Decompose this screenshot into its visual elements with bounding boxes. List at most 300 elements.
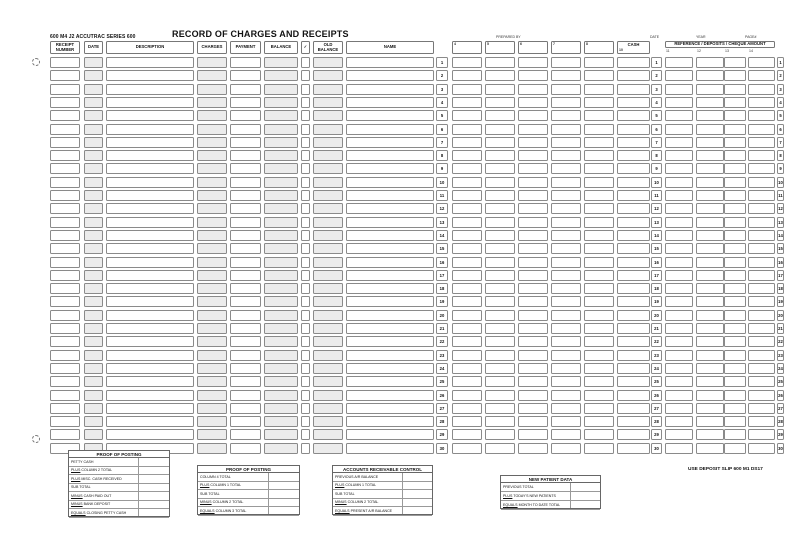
cell-receipt[interactable]: [50, 190, 80, 201]
cell-r12[interactable]: [696, 363, 724, 374]
cell-c6[interactable]: [518, 163, 548, 174]
cell-balance[interactable]: [264, 296, 298, 307]
cell-c8[interactable]: [584, 336, 614, 347]
cell-description[interactable]: [106, 376, 194, 387]
cell-old_balance[interactable]: [313, 376, 343, 387]
cell-c7[interactable]: [551, 296, 581, 307]
cell-date[interactable]: [84, 124, 103, 135]
cell-date[interactable]: [84, 403, 103, 414]
cell-r11[interactable]: [665, 177, 693, 188]
cell-date[interactable]: [84, 270, 103, 281]
cell-r12[interactable]: [696, 323, 724, 334]
cell-date[interactable]: [84, 217, 103, 228]
cell-c6[interactable]: [518, 283, 548, 294]
cell-cash[interactable]: [617, 243, 650, 254]
cell-check[interactable]: [301, 203, 310, 214]
cell-balance[interactable]: [264, 97, 298, 108]
cell-r13[interactable]: [724, 84, 746, 95]
cell-cash[interactable]: [617, 163, 650, 174]
cell-receipt[interactable]: [50, 70, 80, 81]
cell-r11[interactable]: [665, 190, 693, 201]
cell-description[interactable]: [106, 110, 194, 121]
cell-r14[interactable]: [748, 190, 775, 201]
cell-payment[interactable]: [230, 310, 261, 321]
cell-name[interactable]: [346, 124, 434, 135]
cell-r12[interactable]: [696, 70, 724, 81]
cell-payment[interactable]: [230, 376, 261, 387]
cell-c7[interactable]: [551, 137, 581, 148]
cell-c6[interactable]: [518, 217, 548, 228]
cell-r12[interactable]: [696, 110, 724, 121]
cell-cash[interactable]: [617, 443, 650, 454]
cell-charges[interactable]: [197, 203, 227, 214]
cell-r12[interactable]: [696, 163, 724, 174]
cell-cash[interactable]: [617, 190, 650, 201]
cell-check[interactable]: [301, 57, 310, 68]
cell-receipt[interactable]: [50, 403, 80, 414]
cell-c6[interactable]: [518, 416, 548, 427]
cell-c8[interactable]: [584, 84, 614, 95]
cell-date[interactable]: [84, 283, 103, 294]
cell-old_balance[interactable]: [313, 243, 343, 254]
cell-c4[interactable]: [452, 97, 482, 108]
cell-old_balance[interactable]: [313, 310, 343, 321]
cell-c4[interactable]: [452, 163, 482, 174]
cell-cash[interactable]: [617, 257, 650, 268]
cell-description[interactable]: [106, 124, 194, 135]
cell-name[interactable]: [346, 429, 434, 440]
cell-old_balance[interactable]: [313, 443, 343, 454]
cell-receipt[interactable]: [50, 57, 80, 68]
cell-balance[interactable]: [264, 323, 298, 334]
cell-balance[interactable]: [264, 257, 298, 268]
cell-payment[interactable]: [230, 390, 261, 401]
cell-r14[interactable]: [748, 230, 775, 241]
cell-c5[interactable]: [485, 323, 515, 334]
cell-r11[interactable]: [665, 323, 693, 334]
cell-r11[interactable]: [665, 363, 693, 374]
cell-c5[interactable]: [485, 217, 515, 228]
cell-r13[interactable]: [724, 323, 746, 334]
cell-c5[interactable]: [485, 163, 515, 174]
cell-payment[interactable]: [230, 150, 261, 161]
cell-charges[interactable]: [197, 57, 227, 68]
cell-r13[interactable]: [724, 57, 746, 68]
cell-balance[interactable]: [264, 84, 298, 95]
cell-r14[interactable]: [748, 257, 775, 268]
cell-check[interactable]: [301, 137, 310, 148]
cell-charges[interactable]: [197, 124, 227, 135]
cell-charges[interactable]: [197, 257, 227, 268]
cell-c6[interactable]: [518, 243, 548, 254]
cell-date[interactable]: [84, 416, 103, 427]
cell-receipt[interactable]: [50, 137, 80, 148]
cell-check[interactable]: [301, 283, 310, 294]
cell-old_balance[interactable]: [313, 230, 343, 241]
cell-c7[interactable]: [551, 243, 581, 254]
cell-c4[interactable]: [452, 190, 482, 201]
cell-c8[interactable]: [584, 124, 614, 135]
cell-r11[interactable]: [665, 84, 693, 95]
cell-receipt[interactable]: [50, 243, 80, 254]
cell-r11[interactable]: [665, 310, 693, 321]
cell-receipt[interactable]: [50, 310, 80, 321]
cell-r13[interactable]: [724, 310, 746, 321]
cell-r13[interactable]: [724, 363, 746, 374]
cell-date[interactable]: [84, 429, 103, 440]
cell-c8[interactable]: [584, 296, 614, 307]
cell-c7[interactable]: [551, 416, 581, 427]
cell-receipt[interactable]: [50, 150, 80, 161]
cell-description[interactable]: [106, 163, 194, 174]
cell-c8[interactable]: [584, 97, 614, 108]
cell-charges[interactable]: [197, 190, 227, 201]
cell-r11[interactable]: [665, 124, 693, 135]
cell-c5[interactable]: [485, 230, 515, 241]
cell-r13[interactable]: [724, 390, 746, 401]
cell-name[interactable]: [346, 443, 434, 454]
cell-payment[interactable]: [230, 110, 261, 121]
cell-charges[interactable]: [197, 230, 227, 241]
cell-check[interactable]: [301, 150, 310, 161]
cell-c8[interactable]: [584, 217, 614, 228]
cell-c8[interactable]: [584, 110, 614, 121]
cell-charges[interactable]: [197, 217, 227, 228]
cell-r12[interactable]: [696, 217, 724, 228]
cell-c6[interactable]: [518, 177, 548, 188]
cell-c8[interactable]: [584, 270, 614, 281]
cell-c8[interactable]: [584, 350, 614, 361]
cell-r13[interactable]: [724, 203, 746, 214]
cell-c5[interactable]: [485, 283, 515, 294]
cell-c8[interactable]: [584, 57, 614, 68]
cell-charges[interactable]: [197, 363, 227, 374]
cell-date[interactable]: [84, 137, 103, 148]
cell-c8[interactable]: [584, 177, 614, 188]
cell-c4[interactable]: [452, 70, 482, 81]
cell-check[interactable]: [301, 217, 310, 228]
cell-c6[interactable]: [518, 336, 548, 347]
cell-r13[interactable]: [724, 416, 746, 427]
cell-balance[interactable]: [264, 150, 298, 161]
cell-name[interactable]: [346, 257, 434, 268]
cell-c8[interactable]: [584, 363, 614, 374]
cell-r13[interactable]: [724, 97, 746, 108]
cell-charges[interactable]: [197, 150, 227, 161]
cell-r14[interactable]: [748, 443, 775, 454]
cell-receipt[interactable]: [50, 283, 80, 294]
cell-c5[interactable]: [485, 243, 515, 254]
cell-cash[interactable]: [617, 336, 650, 347]
cell-c7[interactable]: [551, 150, 581, 161]
cell-check[interactable]: [301, 350, 310, 361]
cell-c7[interactable]: [551, 376, 581, 387]
cell-r12[interactable]: [696, 350, 724, 361]
cell-r11[interactable]: [665, 390, 693, 401]
cell-r12[interactable]: [696, 443, 724, 454]
cell-date[interactable]: [84, 190, 103, 201]
cell-c5[interactable]: [485, 390, 515, 401]
cell-r11[interactable]: [665, 137, 693, 148]
cell-name[interactable]: [346, 310, 434, 321]
cell-c7[interactable]: [551, 97, 581, 108]
cell-old_balance[interactable]: [313, 150, 343, 161]
cell-c4[interactable]: [452, 110, 482, 121]
cell-r14[interactable]: [748, 270, 775, 281]
cell-c7[interactable]: [551, 390, 581, 401]
cell-r14[interactable]: [748, 310, 775, 321]
cell-charges[interactable]: [197, 137, 227, 148]
cell-old_balance[interactable]: [313, 57, 343, 68]
cell-description[interactable]: [106, 429, 194, 440]
cell-c4[interactable]: [452, 403, 482, 414]
cell-receipt[interactable]: [50, 336, 80, 347]
cell-r11[interactable]: [665, 97, 693, 108]
cell-name[interactable]: [346, 243, 434, 254]
cell-old_balance[interactable]: [313, 363, 343, 374]
cell-charges[interactable]: [197, 97, 227, 108]
cell-balance[interactable]: [264, 350, 298, 361]
cell-r11[interactable]: [665, 70, 693, 81]
cell-check[interactable]: [301, 336, 310, 347]
cell-balance[interactable]: [264, 376, 298, 387]
cell-r13[interactable]: [724, 443, 746, 454]
cell-c5[interactable]: [485, 403, 515, 414]
cell-c7[interactable]: [551, 323, 581, 334]
cell-balance[interactable]: [264, 217, 298, 228]
cell-name[interactable]: [346, 203, 434, 214]
cell-r11[interactable]: [665, 429, 693, 440]
cell-r11[interactable]: [665, 203, 693, 214]
cell-r14[interactable]: [748, 283, 775, 294]
cell-receipt[interactable]: [50, 97, 80, 108]
cell-r13[interactable]: [724, 350, 746, 361]
cell-c7[interactable]: [551, 403, 581, 414]
cell-check[interactable]: [301, 257, 310, 268]
cell-cash[interactable]: [617, 110, 650, 121]
cell-c4[interactable]: [452, 124, 482, 135]
cell-charges[interactable]: [197, 283, 227, 294]
cell-c8[interactable]: [584, 150, 614, 161]
cell-r13[interactable]: [724, 150, 746, 161]
cell-r11[interactable]: [665, 283, 693, 294]
cell-name[interactable]: [346, 217, 434, 228]
cell-r13[interactable]: [724, 110, 746, 121]
cell-r12[interactable]: [696, 270, 724, 281]
cell-r11[interactable]: [665, 150, 693, 161]
cell-c4[interactable]: [452, 257, 482, 268]
cell-date[interactable]: [84, 70, 103, 81]
cell-charges[interactable]: [197, 443, 227, 454]
cell-payment[interactable]: [230, 403, 261, 414]
cell-check[interactable]: [301, 177, 310, 188]
cell-charges[interactable]: [197, 323, 227, 334]
cell-r11[interactable]: [665, 110, 693, 121]
cell-payment[interactable]: [230, 296, 261, 307]
cell-c5[interactable]: [485, 443, 515, 454]
cell-description[interactable]: [106, 97, 194, 108]
cell-description[interactable]: [106, 403, 194, 414]
cell-r12[interactable]: [696, 416, 724, 427]
cell-old_balance[interactable]: [313, 177, 343, 188]
cell-description[interactable]: [106, 363, 194, 374]
cell-description[interactable]: [106, 336, 194, 347]
cell-cash[interactable]: [617, 84, 650, 95]
cell-c5[interactable]: [485, 84, 515, 95]
cell-c6[interactable]: [518, 429, 548, 440]
cell-balance[interactable]: [264, 177, 298, 188]
cell-r12[interactable]: [696, 177, 724, 188]
cell-balance[interactable]: [264, 416, 298, 427]
cell-payment[interactable]: [230, 283, 261, 294]
cell-r13[interactable]: [724, 230, 746, 241]
cell-c8[interactable]: [584, 443, 614, 454]
cell-payment[interactable]: [230, 416, 261, 427]
cell-name[interactable]: [346, 57, 434, 68]
cell-r14[interactable]: [748, 416, 775, 427]
cell-name[interactable]: [346, 390, 434, 401]
cell-c7[interactable]: [551, 217, 581, 228]
cell-charges[interactable]: [197, 350, 227, 361]
cell-description[interactable]: [106, 70, 194, 81]
cell-charges[interactable]: [197, 163, 227, 174]
cell-payment[interactable]: [230, 203, 261, 214]
cell-r11[interactable]: [665, 403, 693, 414]
cell-name[interactable]: [346, 403, 434, 414]
cell-r13[interactable]: [724, 403, 746, 414]
cell-c7[interactable]: [551, 124, 581, 135]
cell-description[interactable]: [106, 283, 194, 294]
cell-check[interactable]: [301, 124, 310, 135]
cell-c6[interactable]: [518, 97, 548, 108]
cell-c5[interactable]: [485, 270, 515, 281]
cell-r13[interactable]: [724, 124, 746, 135]
cell-date[interactable]: [84, 390, 103, 401]
cell-r12[interactable]: [696, 137, 724, 148]
cell-r14[interactable]: [748, 243, 775, 254]
cell-date[interactable]: [84, 177, 103, 188]
cell-r13[interactable]: [724, 163, 746, 174]
cell-c5[interactable]: [485, 429, 515, 440]
cell-r12[interactable]: [696, 57, 724, 68]
cell-check[interactable]: [301, 310, 310, 321]
cell-description[interactable]: [106, 57, 194, 68]
cell-c4[interactable]: [452, 363, 482, 374]
cell-c5[interactable]: [485, 203, 515, 214]
cell-r14[interactable]: [748, 203, 775, 214]
cell-receipt[interactable]: [50, 296, 80, 307]
cell-r12[interactable]: [696, 310, 724, 321]
cell-balance[interactable]: [264, 137, 298, 148]
cell-c4[interactable]: [452, 84, 482, 95]
cell-r14[interactable]: [748, 137, 775, 148]
cell-r14[interactable]: [748, 70, 775, 81]
cell-c5[interactable]: [485, 150, 515, 161]
cell-c7[interactable]: [551, 283, 581, 294]
cell-c8[interactable]: [584, 390, 614, 401]
cell-c7[interactable]: [551, 177, 581, 188]
cell-r13[interactable]: [724, 336, 746, 347]
cell-balance[interactable]: [264, 336, 298, 347]
cell-c6[interactable]: [518, 376, 548, 387]
cell-r12[interactable]: [696, 203, 724, 214]
cell-receipt[interactable]: [50, 177, 80, 188]
cell-check[interactable]: [301, 230, 310, 241]
cell-cash[interactable]: [617, 323, 650, 334]
cell-c7[interactable]: [551, 363, 581, 374]
cell-c4[interactable]: [452, 137, 482, 148]
cell-charges[interactable]: [197, 296, 227, 307]
cell-description[interactable]: [106, 137, 194, 148]
cell-c7[interactable]: [551, 84, 581, 95]
cell-c7[interactable]: [551, 57, 581, 68]
cell-c8[interactable]: [584, 243, 614, 254]
cell-date[interactable]: [84, 296, 103, 307]
cell-c4[interactable]: [452, 57, 482, 68]
cell-receipt[interactable]: [50, 163, 80, 174]
cell-receipt[interactable]: [50, 323, 80, 334]
cell-date[interactable]: [84, 97, 103, 108]
cell-date[interactable]: [84, 336, 103, 347]
cell-balance[interactable]: [264, 403, 298, 414]
cell-c4[interactable]: [452, 416, 482, 427]
cell-check[interactable]: [301, 376, 310, 387]
cell-name[interactable]: [346, 163, 434, 174]
cell-c6[interactable]: [518, 124, 548, 135]
cell-date[interactable]: [84, 243, 103, 254]
cell-c8[interactable]: [584, 190, 614, 201]
cell-c6[interactable]: [518, 390, 548, 401]
cell-date[interactable]: [84, 257, 103, 268]
cell-r13[interactable]: [724, 376, 746, 387]
cell-r14[interactable]: [748, 323, 775, 334]
cell-c6[interactable]: [518, 190, 548, 201]
cell-balance[interactable]: [264, 429, 298, 440]
cell-charges[interactable]: [197, 429, 227, 440]
cell-name[interactable]: [346, 110, 434, 121]
cell-balance[interactable]: [264, 163, 298, 174]
cell-c6[interactable]: [518, 150, 548, 161]
cell-balance[interactable]: [264, 390, 298, 401]
cell-c8[interactable]: [584, 323, 614, 334]
cell-c8[interactable]: [584, 283, 614, 294]
cell-payment[interactable]: [230, 429, 261, 440]
cell-c4[interactable]: [452, 150, 482, 161]
cell-r14[interactable]: [748, 217, 775, 228]
cell-payment[interactable]: [230, 243, 261, 254]
cell-name[interactable]: [346, 283, 434, 294]
cell-cash[interactable]: [617, 310, 650, 321]
cell-c5[interactable]: [485, 336, 515, 347]
cell-r13[interactable]: [724, 137, 746, 148]
cell-receipt[interactable]: [50, 429, 80, 440]
cell-payment[interactable]: [230, 323, 261, 334]
cell-r14[interactable]: [748, 376, 775, 387]
cell-payment[interactable]: [230, 190, 261, 201]
cell-check[interactable]: [301, 97, 310, 108]
cell-check[interactable]: [301, 84, 310, 95]
cell-check[interactable]: [301, 270, 310, 281]
cell-name[interactable]: [346, 350, 434, 361]
cell-r11[interactable]: [665, 257, 693, 268]
cell-receipt[interactable]: [50, 257, 80, 268]
cell-name[interactable]: [346, 416, 434, 427]
cell-c7[interactable]: [551, 190, 581, 201]
cell-c7[interactable]: [551, 336, 581, 347]
cell-check[interactable]: [301, 323, 310, 334]
cell-r12[interactable]: [696, 296, 724, 307]
cell-c6[interactable]: [518, 230, 548, 241]
